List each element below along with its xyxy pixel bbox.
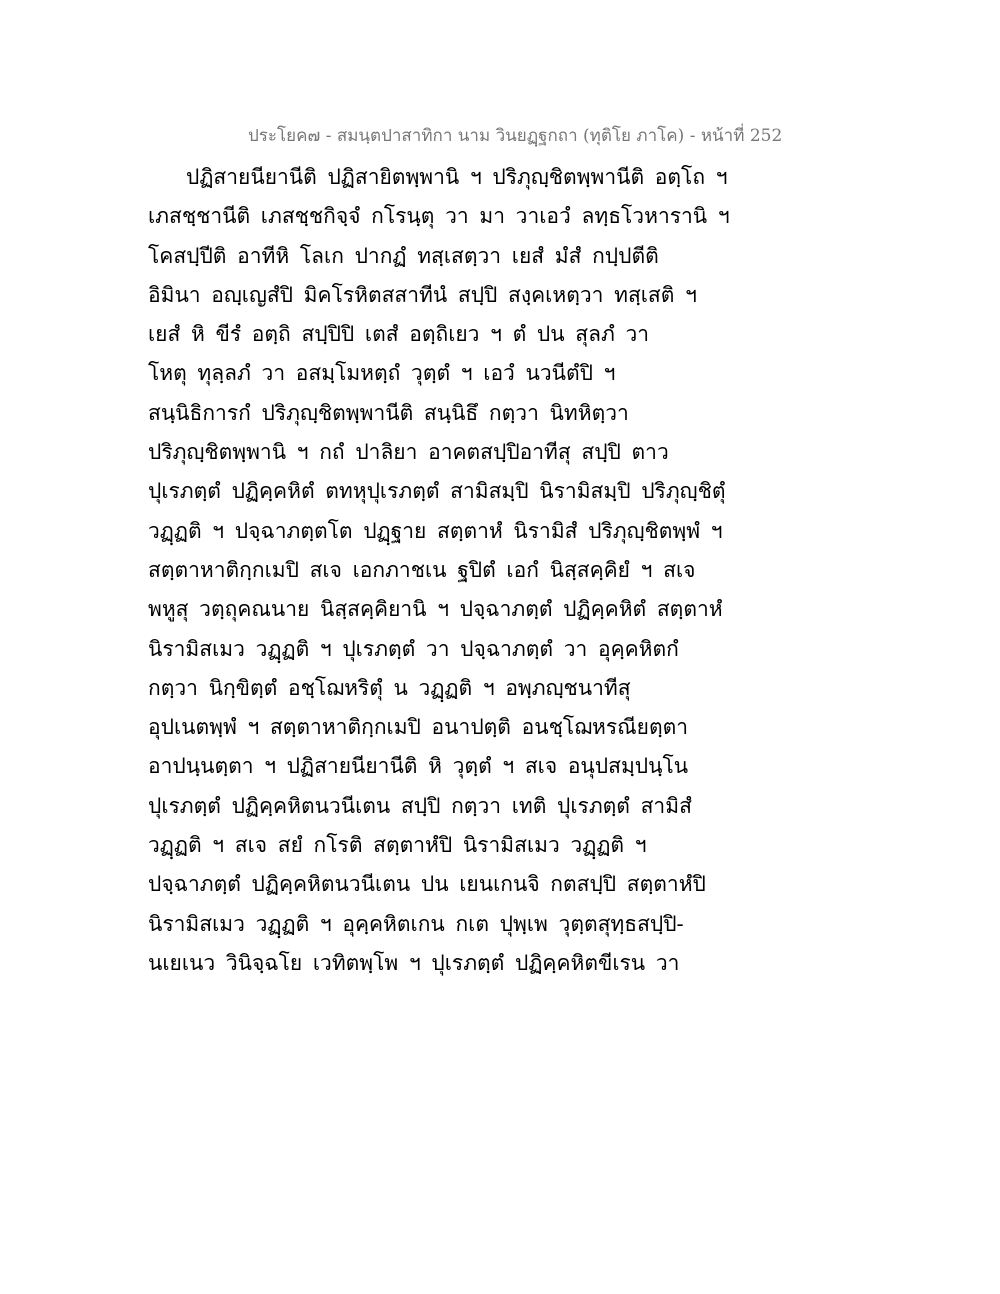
text-line: กตฺวา นิกฺขิตฺตํ อชฺโฌหริตุํ น วฏฺฏติ ฯ อพฺภญฺชนาทีสุ [148,675,631,700]
text-line: ปุเรภตฺตํ ปฏิคฺคหิตนวนีเตน สปฺปิ กตฺวา เทติ ปุเรภตฺตํ สามิสํ [148,793,692,818]
text-line: ปฏิสายนียานีติ ปฏิสายิตพฺพานิ ฯ ปริภุญฺชิตพฺพานีติ อตฺโถ ฯ [186,165,728,189]
text-line: ปริภุญฺชิตพฺพานิ ฯ กถํ ปาลิยา อาคตสปฺปิอาทีสุ สปฺปิ ตาว [148,440,669,465]
text-line: วฏฺฏติ ฯ ปจฺฉาภตฺตโต ปฏฺฐาย สตฺตาหํ นิรามิสํ ปริภุญฺชิตพฺพํ ฯ [148,518,723,543]
body-text [148,158,868,983]
text-line: ปุเรภตฺตํ ปฏิคฺคหิตํ ตทหุปุเรภตฺตํ สามิสมฺปิ นิรามิสมฺปิ ปริภุญฺชิตุํ [148,479,726,504]
text-line: นิรามิสเมว วฏฺฏติ ฯ อุคฺคหิตเกน กเต ปุพฺเพ วุตฺตสุทฺธสปฺปิ- [148,911,684,936]
text-line: โคสปฺปีติ อาทีหิ โลเก ปากฏํ ทสฺเสตฺวา เยสํ มํสํ กปฺปตีติ [148,243,659,268]
text-line: โหตุ ทุลฺลภํ วา อสมฺโมหตฺถํ วุตฺตํ ฯ เอวํ นวนีตํปิ ฯ [148,361,616,386]
text-line: นเยเนว วินิจฺฉโย เวทิตพฺโพ ฯ ปุเรภตฺตํ ปฏิคฺคหิตขีเรน วา [148,950,680,975]
text-line: พหูสุ วตฺถุคณนาย นิสฺสคฺคิยานิ ฯ ปจฺฉาภตฺตํ ปฏิคฺคหิตํ สตฺตาหํ [148,597,723,622]
running-header: ประโยค๗ - สมนฺตปาสาทิกา นาม วินยฏฺฐกถา (ทุติโย ภาโค) - หน้าที่ 252 [248,126,783,146]
text-line: อิมินา อญฺเญสํปิ มิคโรหิตสสาทีนํ สปฺปิ สงฺคเหตฺวา ทสฺเสติ ฯ [148,282,697,307]
text-line: อาปนฺนตฺตา ฯ ปฏิสายนียานีติ หิ วุตฺตํ ฯ สเจ อนุปสมฺปนฺโน [148,754,689,779]
text-line: นิรามิสเมว วฏฺฏติ ฯ ปุเรภตฺตํ วา ปจฺฉาภตฺตํ วา อุคฺคหิตกํ [148,636,679,661]
text-line: สนฺนิธิการกํ ปริภุญฺชิตพฺพานีติ สนฺนิธึ กตฺวา นิทหิตฺวา [148,400,629,425]
text-line: เยสํ หิ ขีรํ อตฺถิ สปฺปิปิ เตสํ อตฺถิเยว ฯ ตํ ปน สุลภํ วา [148,322,650,347]
text-line: เภสชฺชานีติ เภสชฺชกิจฺจํ กโรนฺตุ วา มา วาเอวํ ลทฺธโวหารานิ ฯ [148,204,730,229]
text-line: ปจฺฉาภตฺตํ ปฏิคฺคหิตนวนีเตน ปน เยนเกนจิ กตสปฺปิ สตฺตาหํปิ [148,872,706,897]
text-line: สตฺตาหาติกฺกเมปิ สเจ เอกภาชเน ฐปิตํ เอกํ นิสฺสคฺคิยํ ฯ สเจ [148,557,696,582]
text-line: วฏฺฏติ ฯ สเจ สยํ กโรติ สตฺตาหํปิ นิรามิสเมว วฏฺฏติ ฯ [148,833,647,858]
text-line: อุปเนตพฺพํ ฯ สตฺตาหาติกฺกเมปิ อนาปตฺติ อนชฺโฌหรณียตฺตา [148,715,689,740]
